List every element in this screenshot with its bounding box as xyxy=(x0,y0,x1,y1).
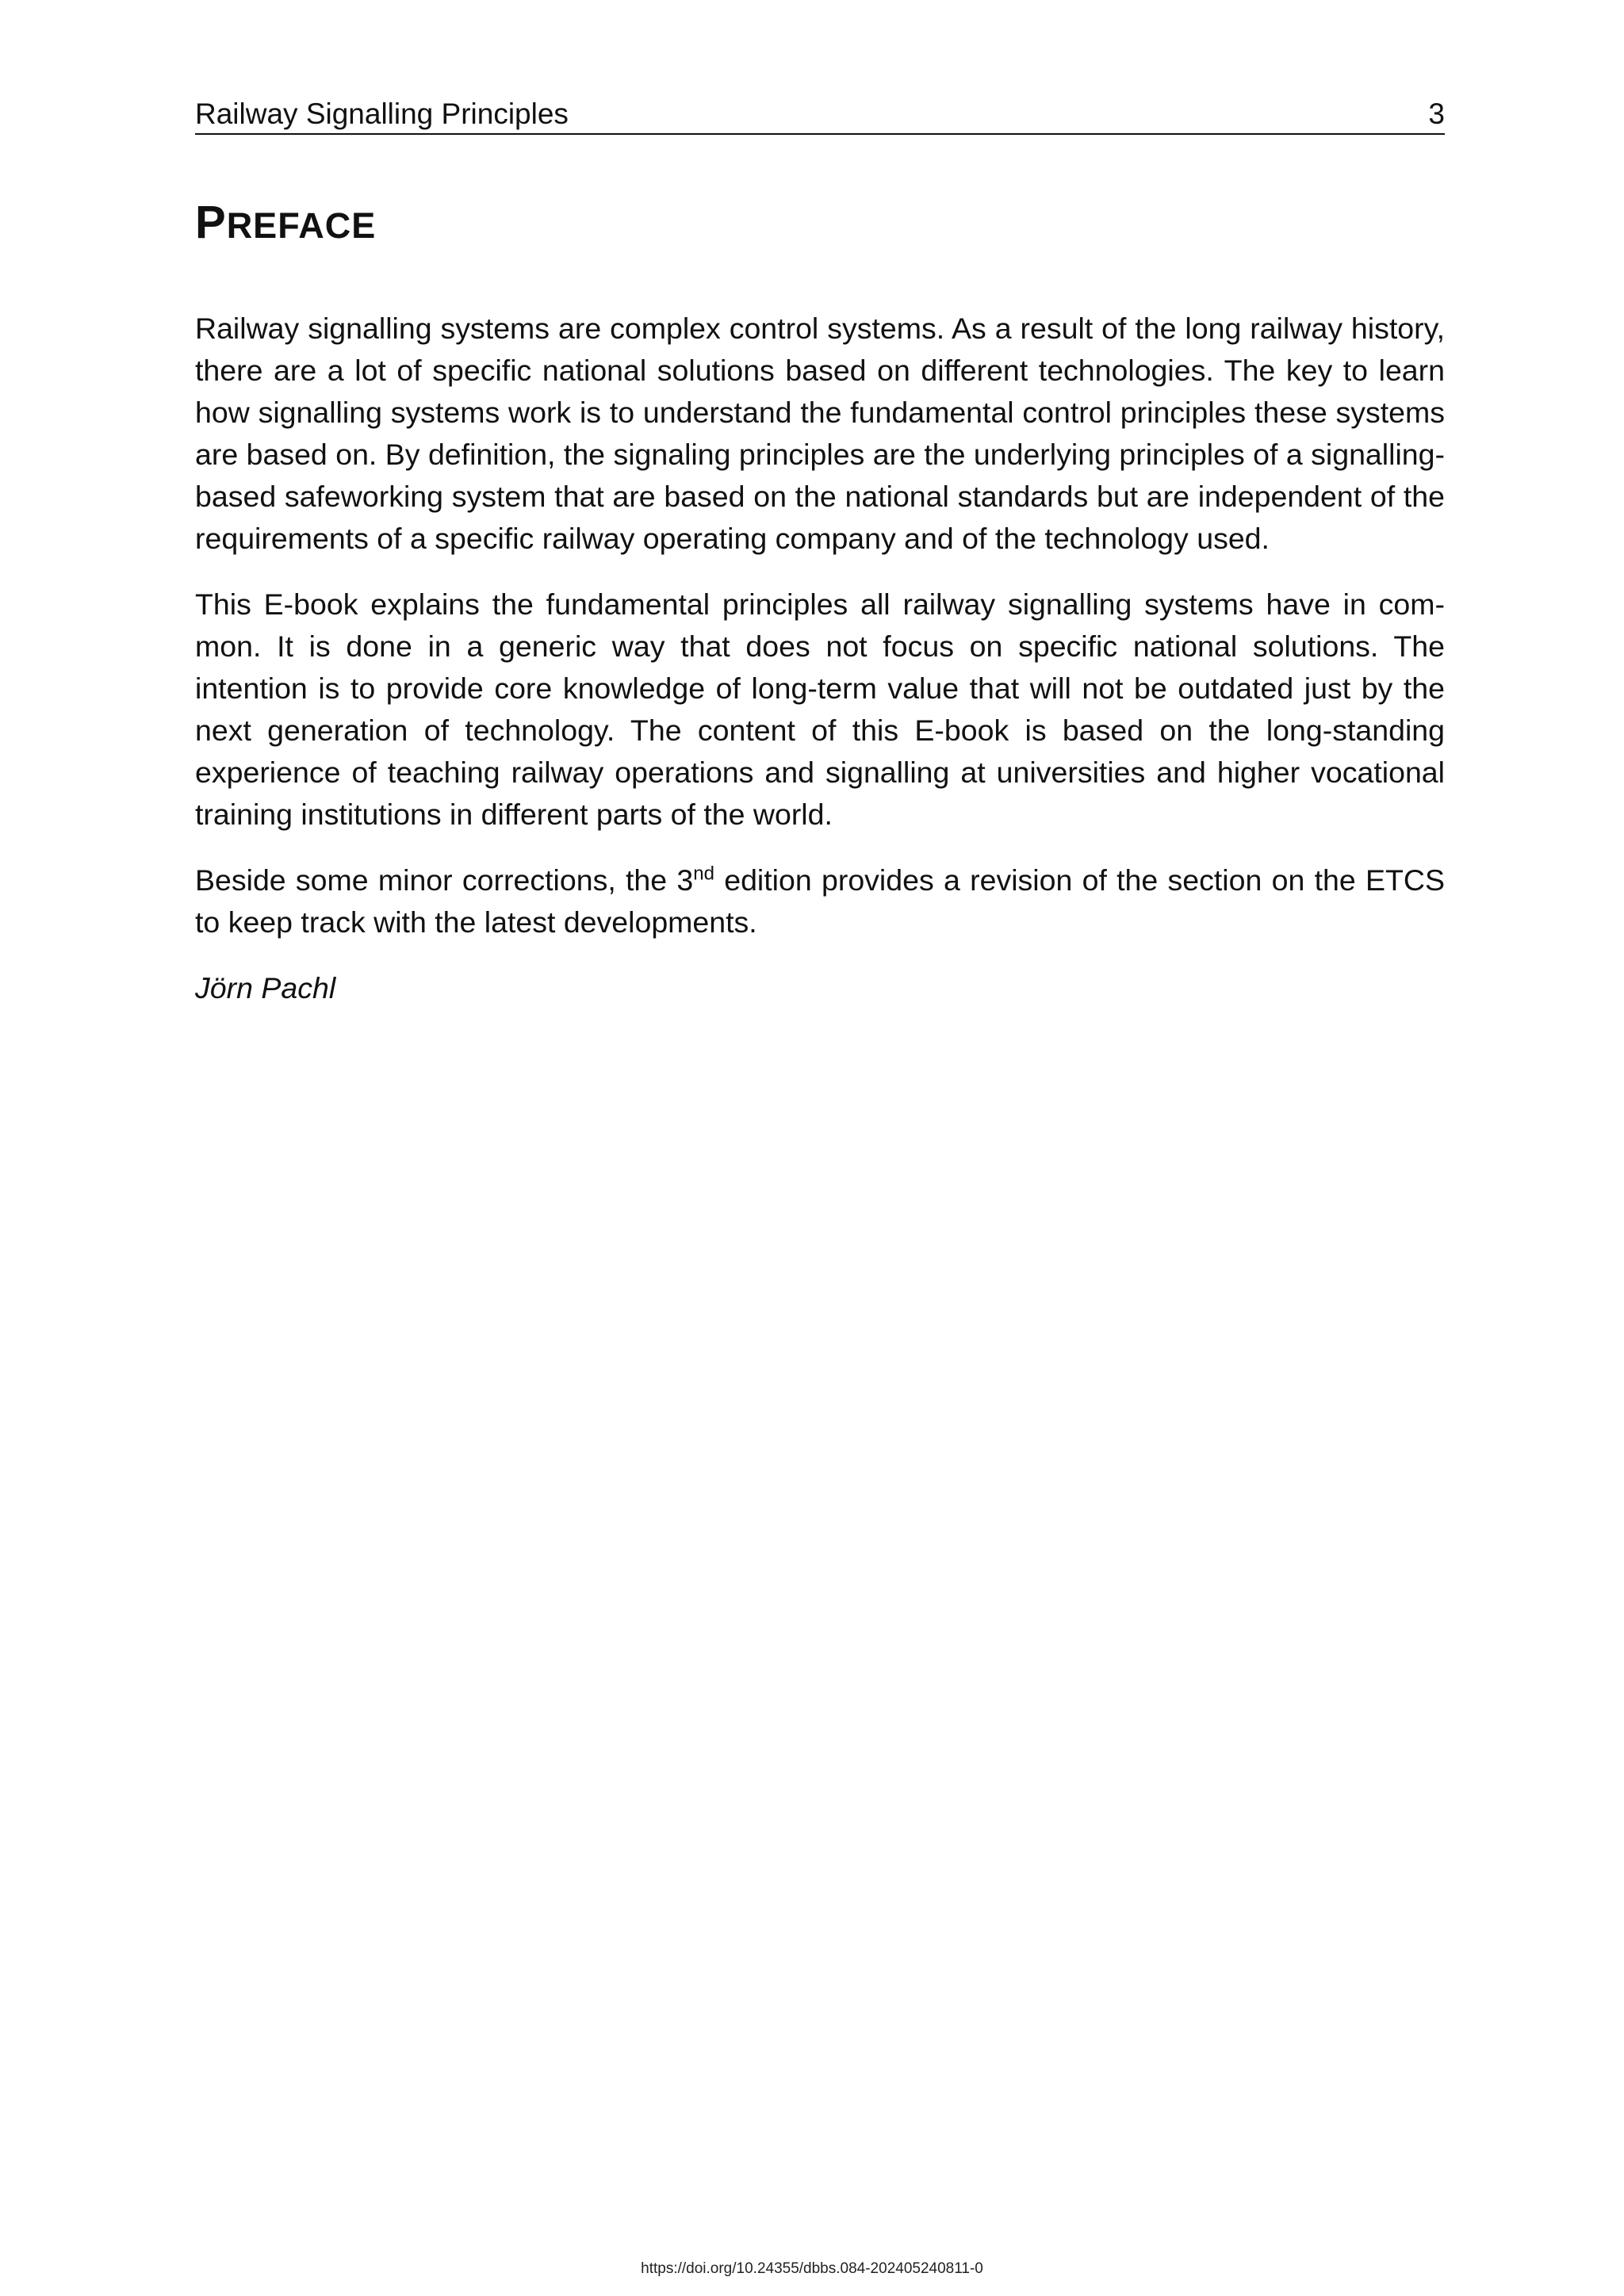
chapter-title-rest: REFACE xyxy=(226,205,377,246)
footer-doi-link[interactable]: https://doi.org/10.24355/dbbs.084-202405240811-0 xyxy=(641,2260,983,2277)
ordinal-superscript: nd xyxy=(693,863,714,885)
paragraph-1: Railway signalling systems are complex control systems. As a result of the long railway history, there are a lot of specific national solutions based on different technologies. The key to learn how signalling systems work is to understand the fundamental control principles these systems are based on. By definition, the signaling principles are the underlying principles of a signallingbased safeworking system that are based on the national standards but are independent of the requirements of a specific railway operating company and of the technology used. xyxy=(195,312,1445,555)
running-header xyxy=(195,94,1445,135)
body-text xyxy=(195,308,1445,1033)
running-header-title: Railway Signalling Principles xyxy=(195,98,569,130)
paragraph-3-end: edition provides a revision of the section on the ETCS to keep track with the latest developments. xyxy=(195,863,1445,939)
paragraph-3-start: Beside some minor corrections, the 3 xyxy=(195,863,694,897)
paragraph-2: This E-book explains the fundamental principles all railway signalling systems have in common. It is done in a generic way that does not focus on specific national solutions. The intention is to provide core knowledge of long-term value that will not be outdated just by the next generation of technology. The content of this E-book is based on the long-standing experience of teaching railway operations and signalling at universities and higher vocational training institutions in different parts of the world. xyxy=(195,587,1445,831)
paragraph-3 xyxy=(195,859,1445,943)
chapter-title xyxy=(195,195,376,254)
chapter-title-initial: P xyxy=(195,197,227,248)
author-signature: Jörn Pachl xyxy=(195,971,336,1004)
page-number: 3 xyxy=(1428,98,1445,130)
